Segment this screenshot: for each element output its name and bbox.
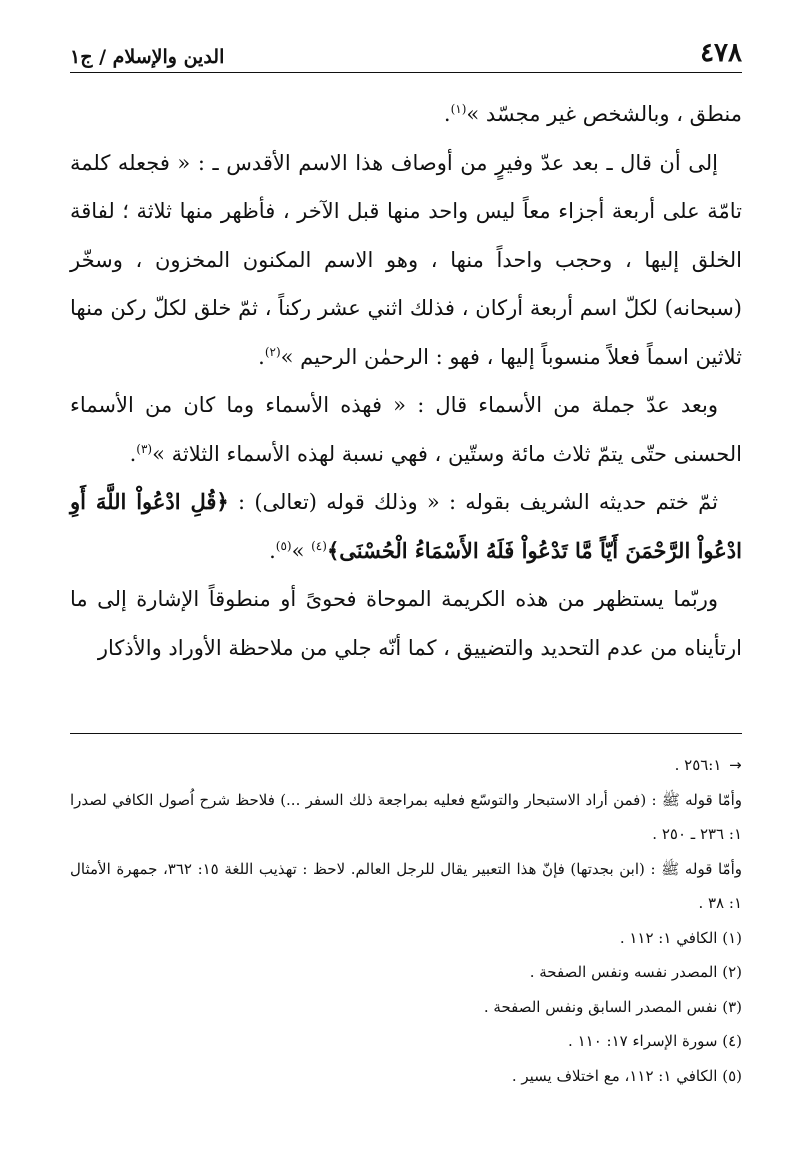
paragraph-4-end: . <box>269 538 276 563</box>
quran-verse: ﴿قُلِ ادْعُواْ اللَّهَ أَوِ ادْعُواْ الرَّحْمَنَ أَيّاً مَّا تَدْعُواْ فَلَهُ الأَسْمَاءُ الْحُسْنَى﴾ <box>70 489 742 563</box>
paragraph-1 <box>70 90 742 139</box>
footnote-1: (١) الكافي ١: ١١٢ . <box>619 928 742 947</box>
footnote-3: (٣) نفس المصدر السابق ونفس الصفحة . <box>483 997 742 1016</box>
paragraph-2-end: . <box>258 344 265 369</box>
paragraph-1-text: منطق ، وبالشخص غير مجسّد » <box>466 102 742 126</box>
footnote-continuation-2: وأمّا قوله ﷺ : (ابن بجدتها) فإنّ هذا التعبير يقال للرجل العالم. لاحظ : تهذيب اللغة ١٥: ٣٦٢، جمهرة الأمثال ١: ٣٨ . <box>70 859 742 912</box>
note-ref-4: (٤) <box>311 538 327 553</box>
note-ref-3: (٣) <box>136 441 153 456</box>
paragraph-5-text: وربّما يستظهر من هذه الكريمة الموحاة فحوىً أو منطوقاً الإشارة إلى ما ارتأيناه من عدم التحديد والتضييق ، كما أنّه جلي من ملاحظة الأوراد والأذكار <box>70 587 742 660</box>
page-header <box>70 28 742 73</box>
paragraph-4-text: ثمّ ختم حديثه الشريف بقوله : « وذلك قوله (تعالى) : <box>228 490 718 514</box>
paragraph-4-quote-close: » <box>291 538 312 563</box>
paragraph-3-end: . <box>129 441 137 466</box>
footnote-continuation-text: ٢٥٦:١ . <box>674 756 722 774</box>
paragraph-2-text: إلى أن قال ـ بعد عدّ وفيرٍ من أوصاف هذا الاسم الأقدس ـ : « فجعله كلمة تامّة على أربعة أجزاء معاً ليس واحد منها قبل الآخر ، فأظهر منها ثلاثة ؛ لفاقة الخلق إليها ، وحجب واحداً منها ، وهو الاسم المكنون المخزون ، وسخّر (سبحانه) لكلّ اسم أربعة أركان ، فذلك اثني عشر ركناً ، ثمّ خلق لكلّ ركن منها ثلاثين اسماً فعلاً منسوباً إليها ، فهو : الرحمٰن الرحيم » <box>70 150 742 369</box>
paragraph-5 <box>70 575 742 672</box>
note-ref-1: (١) <box>450 102 467 116</box>
footnotes <box>70 748 742 1093</box>
page-number: ٤٧٨ <box>700 38 742 68</box>
footnote-continuation-1: وأمّا قوله ﷺ : (فمن أراد الاستبحار والتوسّع فعليه بمراجعة ذلك السفر ...) فلاحظ شرح اُصول الكافي لصدرا ١: ٢٣٦ ـ ٢٥٠ . <box>70 790 742 843</box>
running-title: الدين والإسلام / ج١ <box>70 46 225 68</box>
continuation-arrow-icon: ← <box>729 756 742 774</box>
paragraph-3-text: وبعد عدّ جملة من الأسماء قال : « فهذه الأسماء وما كان من الأسماء الحسنى حتّى يتمّ ثلاث مائة وستّين ، فهي نسبة لهذه الأسماء الثلاثة » <box>70 393 742 466</box>
footnote-2: (٢) المصدر نفسه ونفس الصفحة . <box>529 963 742 981</box>
footnote-5: (٥) الكافي ١: ١١٢، مع اختلاف يسير . <box>511 1066 742 1085</box>
note-ref-2: (٢) <box>264 344 281 359</box>
paragraph-2 <box>70 139 742 382</box>
footnote-separator <box>70 733 742 734</box>
footnote-4: (٤) سورة الإسراء ١٧: ١١٠ . <box>568 1032 742 1050</box>
footnote-continuation-ref <box>70 748 742 783</box>
note-ref-5: (٥) <box>275 538 292 553</box>
paragraph-3 <box>70 381 742 478</box>
paragraph-4 <box>70 478 742 575</box>
main-text <box>70 90 742 672</box>
paragraph-1-end: . <box>443 102 451 126</box>
